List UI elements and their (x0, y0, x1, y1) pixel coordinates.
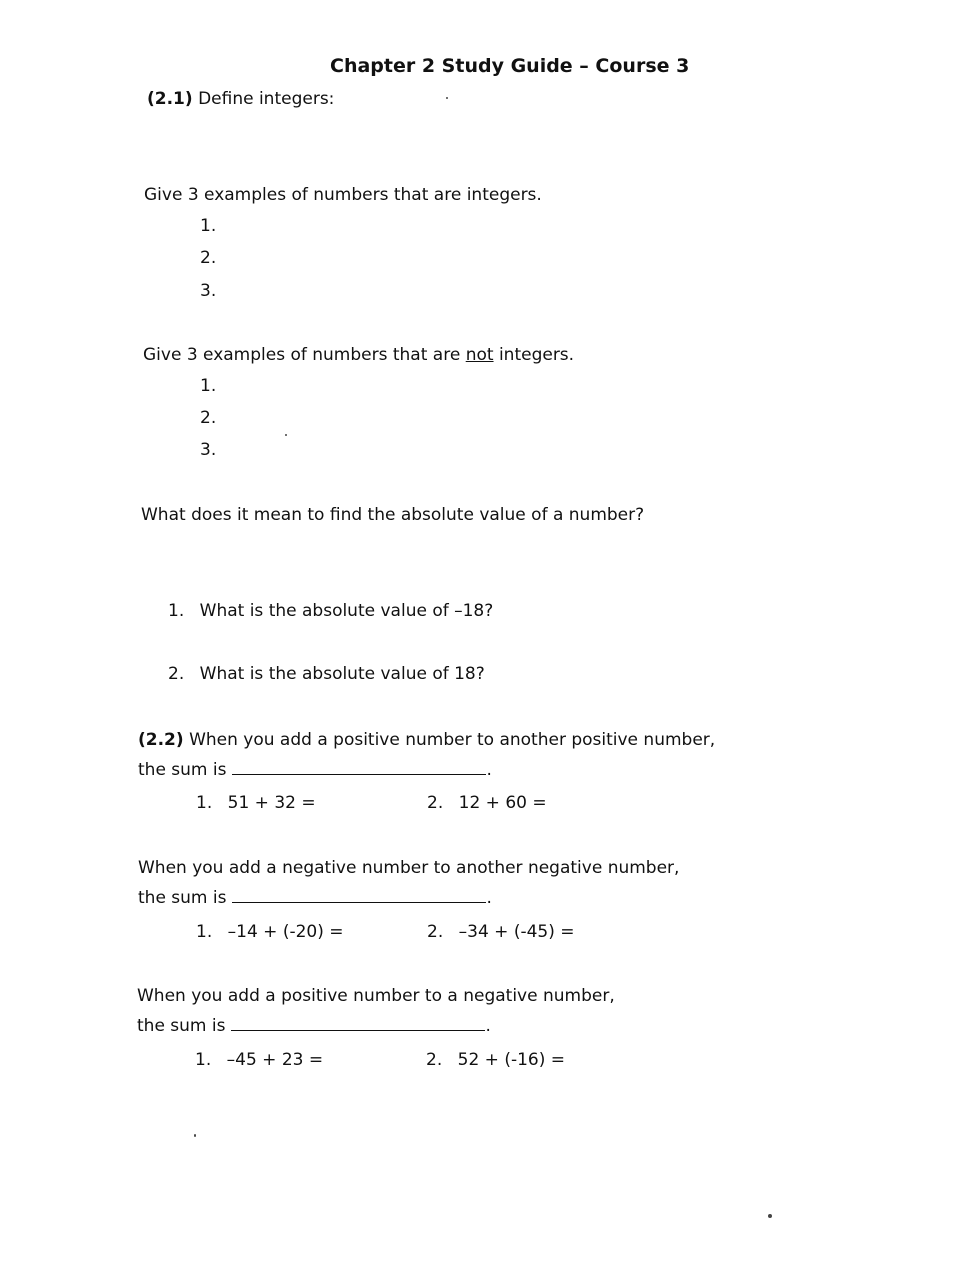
period: . (486, 760, 492, 780)
neg-neg-prompt: When you add a negative number to another negative number, (138, 858, 680, 878)
q-number: 1. (196, 793, 213, 813)
answer-blank (232, 760, 486, 775)
q-number: 1. (168, 601, 185, 621)
integers-examples-prompt: Give 3 examples of numbers that are integers. (144, 185, 542, 205)
answer-blank (231, 1016, 485, 1031)
absolute-value-q1 (168, 601, 493, 621)
non-integers-not: not (465, 345, 494, 365)
pos-neg-problem-1 (195, 1050, 323, 1070)
pos-neg-sum-line (137, 1016, 491, 1036)
absolute-value-q2 (168, 664, 485, 684)
non-integer-example-2: 2. (200, 408, 217, 428)
pos-neg-problem-2 (426, 1050, 565, 1070)
non-integers-text-a: Give 3 examples of numbers that are (143, 345, 466, 365)
neg-neg-sum-line (138, 888, 492, 908)
sum-is-text: the sum is (137, 1016, 226, 1036)
problem-text: 52 + (-16) = (457, 1050, 566, 1070)
q-text: What is the absolute value of 18? (199, 664, 485, 684)
non-integers-prompt (143, 345, 574, 365)
neg-neg-problem-2 (427, 922, 575, 942)
absolute-value-prompt: What does it mean to find the absolute value of a number? (141, 505, 645, 525)
answer-blank (232, 888, 486, 903)
problem-text: 51 + 32 = (227, 793, 316, 813)
q-number: 1. (196, 922, 213, 942)
pos-neg-prompt: When you add a positive number to a negative number, (137, 986, 615, 1006)
define-integers-text: Define integers: (198, 89, 335, 109)
pos-pos-text: When you add a positive number to another positive number, (189, 730, 716, 750)
page-title: Chapter 2 Study Guide – Course 3 (330, 55, 690, 77)
scan-speck (768, 1214, 772, 1218)
period: . (486, 888, 492, 908)
sum-is-text: the sum is (138, 888, 227, 908)
integer-example-1: 1. (200, 216, 217, 236)
pos-pos-problem-2 (427, 793, 547, 813)
integer-example-2: 2. (200, 248, 217, 268)
problem-text: 12 + 60 = (458, 793, 547, 813)
section-label-2-1: (2.1) (147, 89, 193, 109)
neg-neg-problem-1 (196, 922, 344, 942)
pos-pos-sum-line (138, 760, 492, 780)
non-integer-example-1: 1. (200, 376, 217, 396)
q-text: What is the absolute value of –18? (199, 601, 494, 621)
non-integer-example-3: 3. (200, 440, 217, 460)
sum-is-text: the sum is (138, 760, 227, 780)
q-number: 2. (168, 664, 185, 684)
period: . (485, 1016, 491, 1036)
pos-pos-problem-1 (196, 793, 316, 813)
q-number: 2. (426, 1050, 443, 1070)
scan-speck (446, 97, 448, 99)
q-number: 1. (195, 1050, 212, 1070)
integer-example-3: 3. (200, 281, 217, 301)
q-number: 2. (427, 922, 444, 942)
problem-text: –45 + 23 = (226, 1050, 324, 1070)
scan-speck (194, 1134, 196, 1137)
problem-text: –34 + (-45) = (458, 922, 575, 942)
define-integers-prompt (147, 89, 334, 109)
pos-pos-prompt (138, 730, 715, 750)
q-number: 2. (427, 793, 444, 813)
non-integers-text-b: integers. (493, 345, 575, 365)
problem-text: –14 + (-20) = (227, 922, 344, 942)
scan-speck (285, 434, 287, 436)
section-label-2-2: (2.2) (138, 730, 184, 750)
